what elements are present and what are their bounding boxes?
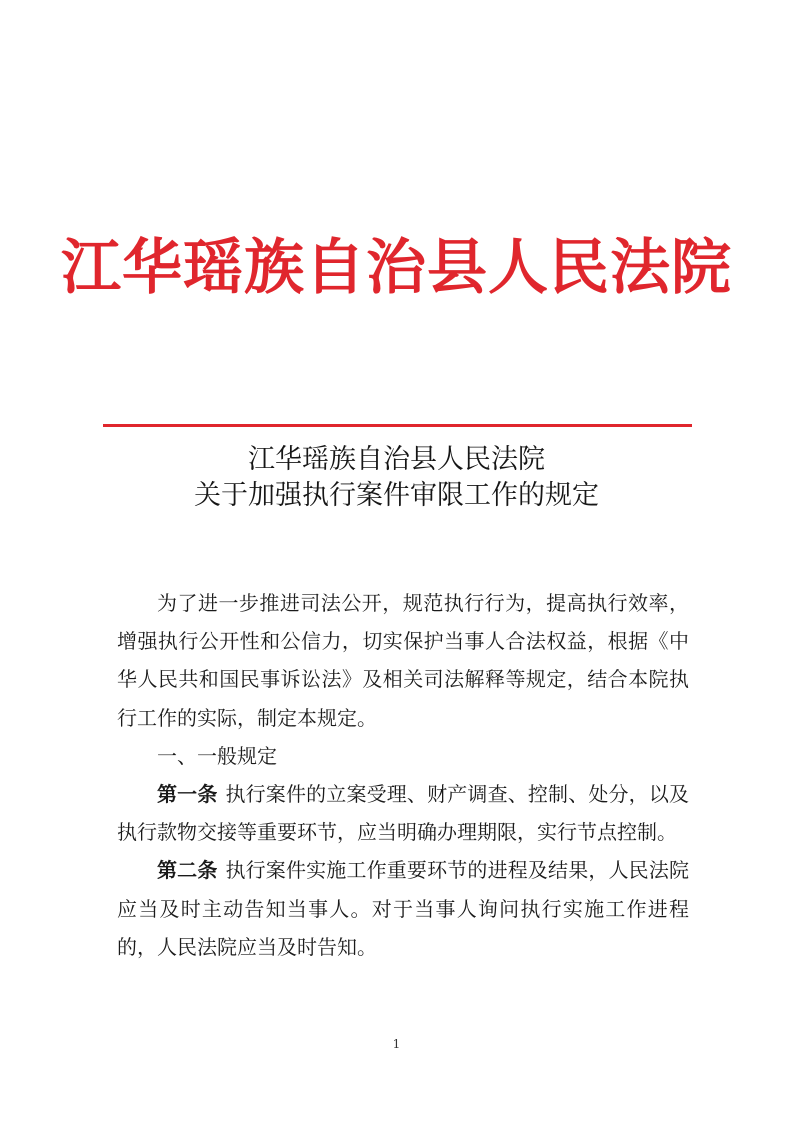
article-paragraph <box>117 851 689 966</box>
article-number: 第二条 <box>157 858 218 883</box>
article-text: 执行案件的立案受理、财产调查、控制、处分，以及执行款物交接等重要环节，应当明确办理期限，实行节点控制。 <box>117 782 690 845</box>
document-body <box>117 584 689 966</box>
article-text: 执行案件实施工作重要环节的进程及结果，人民法院应当及时主动告知当事人。对于当事人询问执行实施工作进程的，人民法院应当及时告知。 <box>117 858 690 959</box>
page-number: 1 <box>392 1037 401 1051</box>
letterhead-divider <box>103 424 692 427</box>
article-number: 第一条 <box>157 782 218 807</box>
preamble-paragraph: 为了进一步推进司法公开，规范执行行为，提高执行效率，增强执行公开性和公信力，切实保护当事人合法权益，根据《中华人民共和国民事诉讼法》及相关司法解释等规定，结合本院执行工作的实际，制定本规定。 <box>117 591 689 730</box>
section-heading-general: 一、一般规定 <box>157 743 277 768</box>
article-paragraph <box>117 775 689 851</box>
court-letterhead-title: 江华瑶族自治县人民法院 <box>61 233 732 303</box>
document-title-line1: 江华瑶族自治县人民法院 <box>248 444 545 475</box>
document-title-line2: 关于加强执行案件审限工作的规定 <box>194 480 599 511</box>
